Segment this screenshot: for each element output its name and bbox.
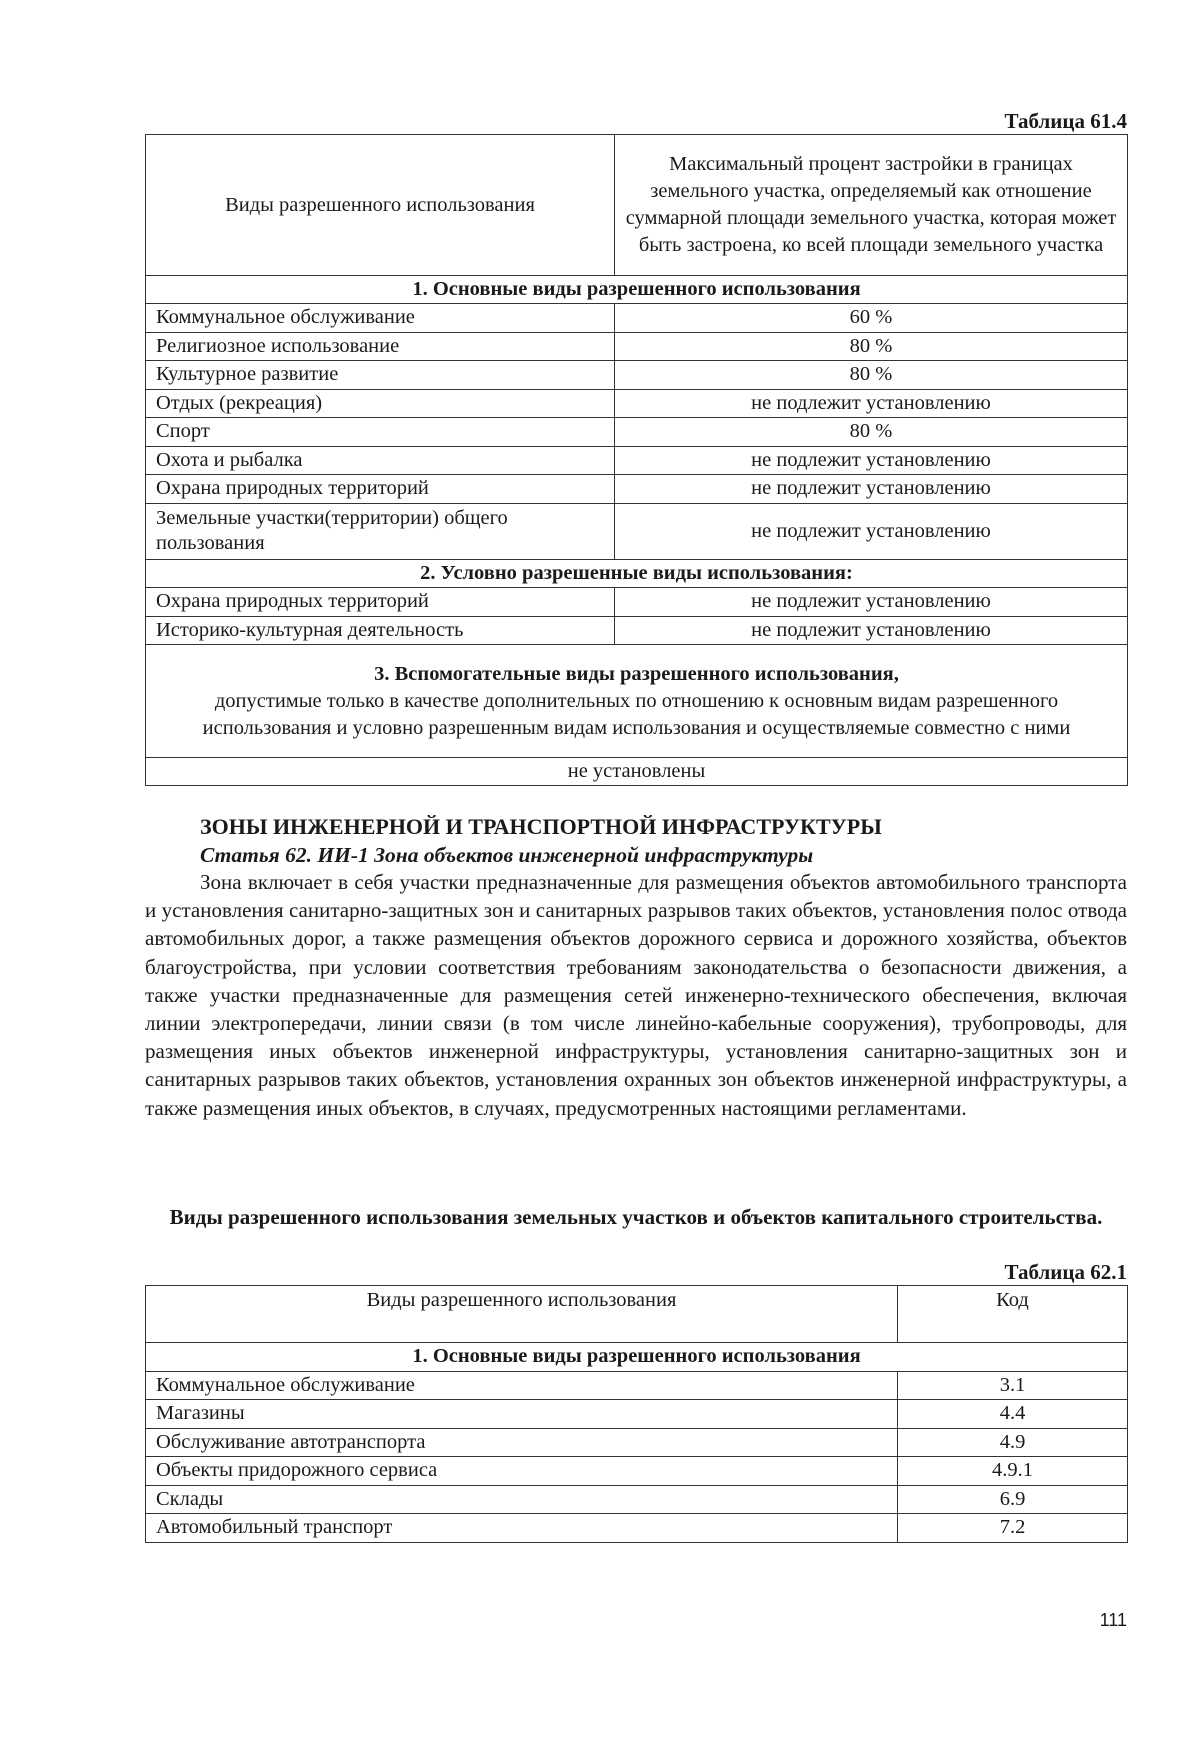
header-kinds: Виды разрешенного использования	[146, 1286, 898, 1343]
table-61-4-caption: Таблица 61.4	[1004, 109, 1127, 133]
row-name: Охрана природных территорий	[146, 475, 615, 504]
row-name: Религиозное использование	[146, 332, 615, 361]
row-code: 4.4	[898, 1400, 1128, 1429]
table-row	[146, 1400, 1128, 1429]
table-row	[146, 361, 1128, 390]
row-code: 3.1	[898, 1371, 1128, 1400]
table-row	[146, 588, 1128, 617]
table-62-1-caption: Таблица 62.1	[1004, 1260, 1127, 1284]
section-3-value: не установлены	[146, 758, 1128, 786]
row-name: Земельные участки(территории) общего пользования	[146, 503, 615, 559]
zone-heading: ЗОНЫ ИНЖЕНЕРНОЙ И ТРАНСПОРТНОЙ ИНФРАСТРУКТУРЫ	[200, 814, 882, 839]
row-value: 80 %	[615, 418, 1128, 447]
header-max-percent: Максимальный процент застройки в границах земельного участка, определяемый как отношение суммарной площади земельного участка, которая может быть застроена, ко всей площади земельного участка	[615, 135, 1128, 276]
table-row	[146, 1428, 1128, 1457]
row-name: Объекты придорожного сервиса	[146, 1457, 898, 1486]
row-name: Историко-культурная деятельность	[146, 616, 615, 645]
section-3-title: 3. Вспомогательные виды разрешенного использования,	[374, 662, 899, 685]
table-row	[146, 389, 1128, 418]
section-row	[146, 559, 1128, 588]
table-row	[146, 503, 1128, 559]
row-value: не подлежит установлению	[615, 503, 1128, 559]
row-name: Автомобильный транспорт	[146, 1514, 898, 1543]
kinds-title: Виды разрешенного использования земельных участков и объектов капитального строительства.	[169, 1205, 1103, 1229]
article-title: Статья 62. ИИ-1 Зона объектов инженерной инфраструктуры	[200, 843, 814, 867]
table-row	[146, 475, 1128, 504]
table-61-4	[145, 134, 1128, 786]
section-1-title: 1. Основные виды разрешенного использования	[146, 1343, 1128, 1372]
row-value: не подлежит установлению	[615, 389, 1128, 418]
table-row	[146, 1485, 1128, 1514]
table-row	[146, 332, 1128, 361]
section-3-description: допустимые только в качестве дополнительных по отношению к основным видам разрешенного использования и условно разрешенным видам использования и осуществляемые совместно с ними	[202, 689, 1071, 739]
row-name: Охота и рыбалка	[146, 446, 615, 475]
row-code: 4.9.1	[898, 1457, 1128, 1486]
table-header-row	[146, 1286, 1128, 1343]
table-row	[146, 1457, 1128, 1486]
row-code: 4.9	[898, 1428, 1128, 1457]
row-value: не подлежит установлению	[615, 475, 1128, 504]
table-row	[146, 616, 1128, 645]
header-code: Код	[898, 1286, 1128, 1343]
section-3-cell	[146, 645, 1128, 758]
row-name: Культурное развитие	[146, 361, 615, 390]
section-row	[146, 276, 1128, 304]
section-row	[146, 1343, 1128, 1372]
row-name: Охрана природных территорий	[146, 588, 615, 617]
row-name: Отдых (рекреация)	[146, 389, 615, 418]
row-code: 7.2	[898, 1514, 1128, 1543]
section-1-title: 1. Основные виды разрешенного использования	[146, 276, 1128, 304]
table-row	[146, 1371, 1128, 1400]
row-name: Спорт	[146, 418, 615, 447]
table-row	[146, 758, 1128, 786]
article-body: Зона включает в себя участки предназначенные для размещения объектов автомобильного транспорта и установления санитарно-защитных зон и санитарных разрывов таких объектов, установления полос отвода автомобильных дорог, а также размещения объектов дорожного сервиса и дорожного хозяйства, объектов благоустройства, при условии соответствия требованиям законодательства о безопасности движения, а также участки предназначенные для размещения сетей инженерно-технического обеспечения, включая линии электропередачи, линии связи (в том числе линейно-кабельные сооружения), трубопроводы, для размещения иных объектов инженерной инфраструктуры, установления санитарно-защитных зон и санитарных разрывов таких объектов, установления охранных зон объектов инженерной инфраструктуры, а также размещения иных объектов, в случаях, предусмотренных настоящими регламентами.	[145, 870, 1127, 1120]
row-name: Коммунальное обслуживание	[146, 1371, 898, 1400]
row-name: Склады	[146, 1485, 898, 1514]
table-header-row	[146, 135, 1128, 276]
row-value: не подлежит установлению	[615, 588, 1128, 617]
table-row	[146, 446, 1128, 475]
section-row	[146, 645, 1128, 758]
row-name: Магазины	[146, 1400, 898, 1429]
table-62-1	[145, 1285, 1128, 1543]
row-name: Обслуживание автотранспорта	[146, 1428, 898, 1457]
row-value: 60 %	[615, 304, 1128, 333]
header-kinds: Виды разрешенного использования	[146, 135, 615, 276]
table-row	[146, 1514, 1128, 1543]
row-code: 6.9	[898, 1485, 1128, 1514]
table-row	[146, 418, 1128, 447]
page-number: 111	[1099, 1610, 1127, 1630]
row-value: 80 %	[615, 332, 1128, 361]
section-2-title: 2. Условно разрешенные виды использования:	[146, 559, 1128, 588]
table-row	[146, 304, 1128, 333]
row-value: не подлежит установлению	[615, 616, 1128, 645]
row-name: Коммунальное обслуживание	[146, 304, 615, 333]
row-value: не подлежит установлению	[615, 446, 1128, 475]
row-value: 80 %	[615, 361, 1128, 390]
